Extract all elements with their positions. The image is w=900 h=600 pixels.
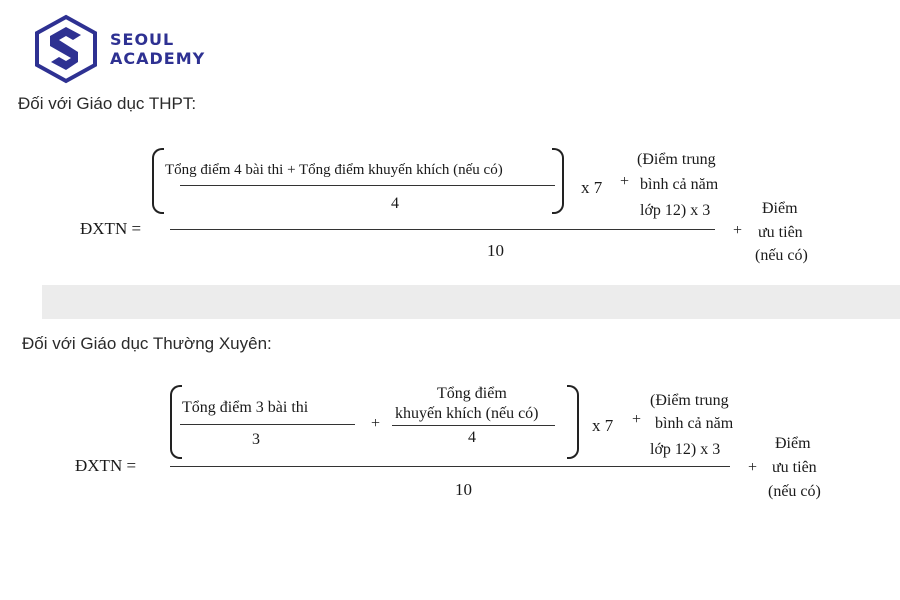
priority-line3: (nếu có)	[755, 247, 808, 264]
frac1-denominator: 3	[252, 431, 260, 448]
dxtn-label: ĐXTN =	[80, 219, 142, 238]
priority-line2: ưu tiên	[772, 459, 817, 476]
denominator: 10	[487, 241, 504, 260]
frac2-numerator-line2: khuyến khích (nếu có)	[395, 405, 539, 422]
left-bracket	[152, 148, 164, 214]
frac2-denominator: 4	[468, 429, 476, 446]
times-7: x 7	[581, 178, 603, 197]
heading-thpt: Đối với Giáo dục THPT:	[18, 94, 197, 113]
frac2-numerator-line1: Tổng điểm	[437, 385, 507, 402]
fraction-line	[180, 424, 355, 425]
avg-line2: bình cả năm	[655, 415, 734, 432]
inner-numerator: Tổng điểm 4 bài thi + Tổng điểm khuyến khích (nếu có)	[165, 162, 503, 178]
frac1-numerator: Tổng điểm 3 bài thi	[182, 399, 309, 416]
logo-text-academy: ACADEMY	[110, 49, 206, 68]
denominator: 10	[455, 480, 472, 499]
divider-band	[42, 285, 900, 319]
right-bracket	[567, 385, 579, 459]
main-fraction-line	[170, 466, 730, 467]
avg-line2: bình cả năm	[640, 176, 719, 193]
avg-line3: lớp 12) x 3	[650, 441, 721, 458]
fraction-line	[392, 425, 555, 426]
plus-sign: +	[748, 459, 758, 476]
avg-line3: lớp 12) x 3	[640, 202, 711, 219]
right-bracket	[552, 148, 564, 214]
left-bracket	[170, 385, 182, 459]
seoul-academy-logo-icon	[33, 14, 99, 89]
times-7: x 7	[592, 416, 614, 435]
logo-text-seoul: SEOUL	[110, 30, 175, 49]
heading-gdtx: Đối với Giáo dục Thường Xuyên:	[22, 334, 272, 353]
plus-sign: +	[632, 411, 642, 428]
priority-line3: (nếu có)	[768, 483, 821, 500]
dxtn-label: ĐXTN =	[75, 456, 137, 475]
plus-sign: +	[620, 173, 630, 190]
inner-denominator: 4	[391, 195, 399, 212]
priority-line1: Điểm	[762, 200, 798, 217]
plus-sign: +	[733, 222, 743, 239]
main-fraction-line	[170, 229, 715, 230]
avg-line1: (Điểm trung	[650, 392, 729, 409]
priority-line2: ưu tiên	[758, 224, 803, 241]
fraction-line	[180, 185, 555, 186]
plus-sign: +	[371, 415, 381, 432]
avg-line1: (Điểm trung	[637, 151, 716, 168]
priority-line1: Điểm	[775, 435, 811, 452]
